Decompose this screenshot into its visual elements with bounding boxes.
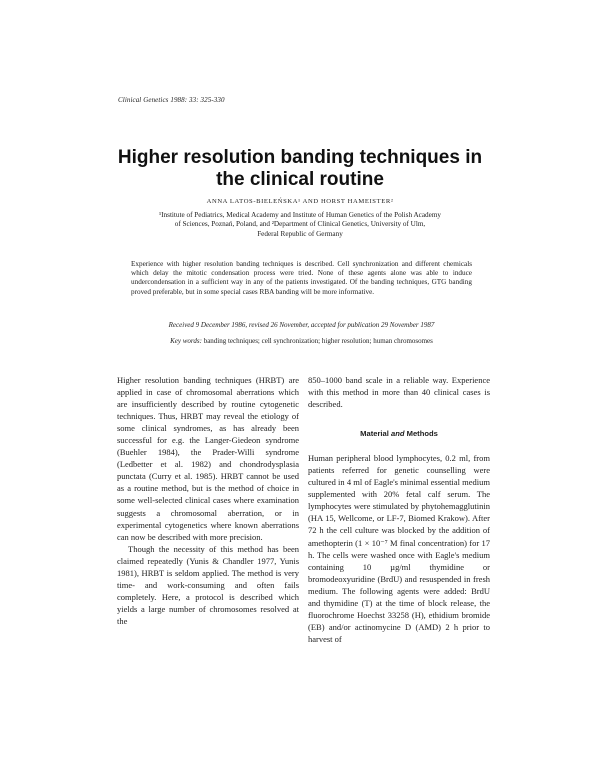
heading-part-2: Methods: [406, 429, 438, 439]
body-column-left: [117, 374, 299, 627]
keywords: [131, 337, 472, 345]
intro-paragraph-1: Higher resolution banding techniques (HRBT) are applied in case of chromosomal aberrations which are insufficiently described by routine cytogenetic techniques. Thus, HRBT may reveal the etiology of some clinical syndromes, as has already been successful for e.g. the Langer-Giedeon syndrome (Buehler 1984), the Prader-Willi syndrome (Ledbetter et al. 1982) and chondrodysplasia punctata (Curry et al. 1985). HRBT cannot be used as a routine method, but is the method of choice in some well-selected clinical cases where examination suggests a chromosomal aberration, or in experimental cytogenetics where known aberrations can now be described with more precision.: [117, 375, 299, 542]
author-list: ANNA LATOS-BIELEŃSKA¹ AND HORST HAMEISTER²: [206, 198, 394, 205]
affiliation-line-2: of Sciences, Poznań, Poland, and ²Department of Clinical Genetics, University of Ulm,: [174, 220, 426, 229]
affiliation-line-1: ¹Institute of Pediatrics, Medical Academy and Institute of Human Genetics of the Polish Academy: [159, 211, 441, 219]
heading-and: and: [390, 429, 405, 439]
title-line-1: Higher resolution banding techniques in: [117, 147, 483, 168]
title-line-2: the clinical routine: [216, 169, 384, 190]
body-column-right: [308, 374, 490, 645]
publication-dates: Received 9 December 1986, revised 26 November, accepted for publication 29 November 1987: [168, 321, 435, 329]
heading-part-1: Material: [360, 429, 389, 439]
methods-paragraph-1: Human peripheral blood lymphocytes, 0.2 ml, from patients referred for genetic counselling were cultured in 4 ml of Eagle's minimal essential medium supplemented with 20% fetal calf serum. The lymphocytes were stimulated by phytohemagglutinin (HA 15, Wellcome, or LF-7, Biomed Krakow). After 72 h the cell culture was blocked by the addition of amethopterin (1 × 10⁻⁷ M final concentration) for 17 h. The cells were washed once with Eagle's medium containing 10 µg/ml thymidine or bromodeoxyuridine (BrdU) and resuspended in fresh medium. The following agents were added: BrdU and thymidine (T) at the time of block release, the fluorochrome Hoechst 33258 (H), ethidium bromide (EB) and/or actinomycine D (AMD) 2 h prior to harvest of: [308, 453, 490, 644]
section-heading-methods: [308, 428, 490, 440]
keywords-label: Key words:: [170, 337, 202, 345]
article-title: [100, 147, 500, 191]
abstract: Experience with higher resolution banding techniques is described. Cell synchronization and different chemicals which delay the mitotic condensation process were tried. None of these agents alone was able to induce undercondensation in a sufficient way in any of the patients investigated. Of the banding techniques, GTG banding proved preferable, but in some special cases RBA banding will be more informative.: [131, 260, 472, 296]
journal-citation: Clinical Genetics 1988: 33: 325-330: [118, 96, 225, 104]
affiliation-line-3: Federal Republic of Germany: [257, 229, 343, 238]
intro-paragraph-2: Though the necessity of this method has been claimed repeatedly (Yunis & Chandler 1977, Yunis 1981), HRBT is seldom applied. The method is very time- and work-consuming and often fails completely. Here, a protocol is described which yields a large number of chromosomes resolved at the: [117, 543, 299, 626]
keywords-text: banding techniques; cell synchronization; higher resolution; human chromosomes: [203, 337, 433, 345]
affiliations: [120, 211, 480, 239]
intro-paragraph-continued: 850–1000 band scale in a reliable way. Experience with this method in more than 40 clinical cases is described.: [308, 375, 490, 410]
